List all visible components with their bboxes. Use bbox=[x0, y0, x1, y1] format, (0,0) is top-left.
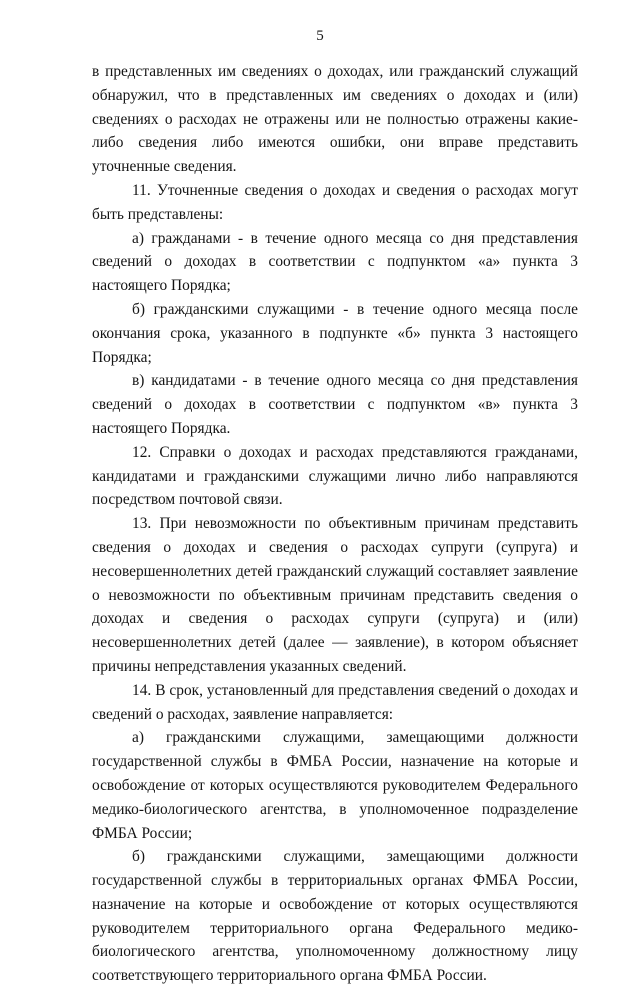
paragraph-continuation: в представленных им сведениях о доходах, или гражданский служащий обнаружил, что в представленных им сведениях о доходах и (или) сведениях о расходах не отражены или не полностью отражены какие-либо сведения либо имеются ошибки, они вправе представить уточненные сведения. bbox=[92, 63, 578, 176]
paragraph-12: 12. Справки о доходах и расходах представляются гражданами, кандидатами и гражданскими служащими лично либо направляются посредством почтовой связи. bbox=[92, 443, 578, 509]
paragraph-14-a: а) гражданскими служащими, замещающими должности государственной службы в ФМБА России, назначение на которые и освобождение от которых осуществляются руководителем Федерального медико-биологического агентства, в уполномоченное подразделение ФМБА России; bbox=[92, 729, 578, 842]
paragraph-11-b: б) гражданскими служащими - в течение одного месяца после окончания срока, указанного в подпункте «б» пункта 3 настоящего Порядка; bbox=[92, 300, 578, 366]
paragraph-14-b: б) гражданскими служащими, замещающими должности государственной службы в территориальных органах ФМБА России, назначение на которые и освобождение от которых осуществляются руководителем территориального органа Федерального медико-биологического агентства, уполномоченному должностному лицу соответствующего территориального органа ФМБА России. bbox=[92, 848, 578, 985]
paragraph-11-a: а) гражданами - в течение одного месяца со дня представления сведений о доходах в соответствии с подпунктом «а» пункта 3 настоящего Порядка; bbox=[92, 229, 578, 295]
page-number: 5 bbox=[316, 28, 324, 44]
document-body bbox=[92, 60, 578, 988]
paragraph-14: 14. В срок, установленный для представления сведений о доходах и сведений о расходах, заявление направляется: bbox=[92, 681, 578, 723]
paragraph-11-v: в) кандидатами - в течение одного месяца со дня представления сведений о доходах в соответствии с подпунктом «в» пункта 3 настоящего Порядка. bbox=[92, 372, 578, 437]
paragraph-11: 11. Уточненные сведения о доходах и сведения о расходах могут быть представлены: bbox=[92, 181, 578, 223]
paragraph-13: 13. При невозможности по объективным причинам представить сведения о доходах и сведения о расходах супруги (супруга) и несовершеннолетних детей гражданский служащий составляет заявление о невозможности по объективным причинам представить сведения о доходах и сведения о расходах супруги (супруга) и (или) несовершеннолетних детей (далее — заявление), в котором объясняет причины непредставления указанных сведений. bbox=[92, 515, 578, 675]
